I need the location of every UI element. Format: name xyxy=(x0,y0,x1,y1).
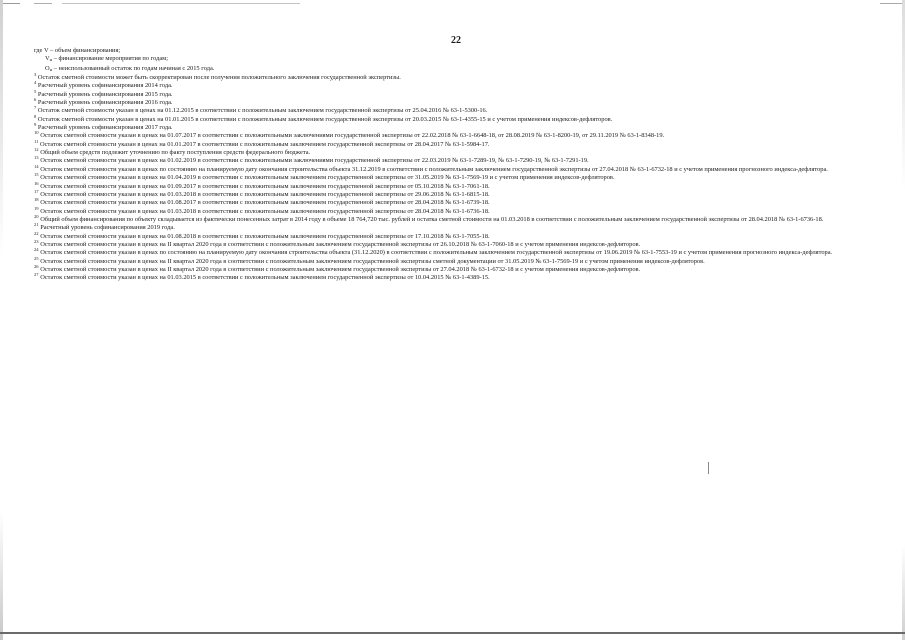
footnote-text: Остаток сметной стоимости указан в ценах на 01.01.2017 в соответствии с положительным заключением государственной экспертизы от 28.04.2017 № 63-1-5984-17. xyxy=(40,140,490,148)
footnote-number: 19 xyxy=(34,205,39,211)
footnotes-block xyxy=(34,47,880,283)
footnote-text: Остаток сметной стоимости указан в ценах на 01.08.2018 в соответствии с положительным заключением государственной экспертизы от 17.10.2018 № 63-1-7055-18. xyxy=(40,232,490,240)
footnote-item xyxy=(34,230,880,241)
scan-edge-top xyxy=(0,3,905,4)
footnote-number: 21 xyxy=(34,222,39,228)
footnote-item xyxy=(34,157,880,165)
legend-vn-text: – финансирование мероприятия по годам; xyxy=(52,55,169,63)
legend-v-line: где V – объем финансирования; xyxy=(34,47,121,54)
footnote-text: Остаток сметной стоимости указан в ценах на II квартал 2020 года в соответствии с положительным заключением государственной экспертизы от 27.04.2018 № 63-1-6732-18 и с учетом применения индексов-дефляторов. xyxy=(40,265,641,273)
footnote-text: Общий объем финансирования по объекту складывается из фактически понесенных затрат в 2014 году в объеме 18 764,720 тыс. рублей и остатка сметной стоимости на 01.03.2018 в соответствии с положительным заключением государственной экспертизы от 28.04.2018 № 63-1-6736-18. xyxy=(40,215,824,223)
footnote-number: 16 xyxy=(34,180,39,186)
footnote-item xyxy=(34,107,880,115)
footnote-item xyxy=(34,163,880,174)
footnote-text: Остаток сметной стоимости указан в ценах на 01.03.2015 в соответствии с положительным заключением государственной экспертизы от 10.04.2015 № 63-1-4389-15. xyxy=(40,274,490,282)
footnote-list xyxy=(34,74,880,283)
footnote-item xyxy=(34,238,880,249)
footnote-number: 25 xyxy=(34,255,39,261)
footnote-text: Остаток сметной стоимости указан в ценах по состоянию на планируемую дату окончания строительства объекта (31.12.2020) в соответствии с положительным заключением государственной экспертизы от 19.06.2019 № 63-1-7553-19 и с учетом применения прогнозного индекса-дефлятора. xyxy=(40,249,833,257)
footnote-item xyxy=(34,180,880,191)
footnote-number: 13 xyxy=(34,155,39,161)
footnote-number: 20 xyxy=(34,213,39,219)
footnote-item xyxy=(34,138,880,149)
legend-on-line xyxy=(34,65,880,74)
footnote-number: 24 xyxy=(34,247,39,253)
footnote-text: Расчетный уровень софинансирования 2015 года. xyxy=(37,90,173,98)
footnote-number: 10 xyxy=(34,130,39,136)
footnote-item xyxy=(34,199,880,207)
footnote-number: 8 xyxy=(34,113,37,119)
footnote-item xyxy=(34,113,880,124)
footnote-number: 23 xyxy=(34,238,39,244)
footnote-number: 5 xyxy=(34,88,37,94)
footnote-text: Расчетный уровень софинансирования 2019 года. xyxy=(40,224,175,232)
footnote-item xyxy=(34,82,880,90)
footnote-text: Остаток сметной стоимости может быть скорректирован после получения положительного заключения государственной экспертизы. xyxy=(37,74,401,82)
footnote-number: 17 xyxy=(34,188,39,194)
footnote-item xyxy=(34,174,880,182)
footnote-text: Остаток сметной стоимости указан в ценах по состоянию на планируемую дату окончания строительства объекта 31.12.2019 в соответствии с положительным заключением государственной экспертизы от 27.04.2018 № 63-1-6732-18 и с учетом применения прогнозного индекса-дефлятора. xyxy=(40,165,828,173)
legend-vn-subscript: н xyxy=(49,57,53,63)
footnote-item xyxy=(34,274,880,282)
footnote-number: 22 xyxy=(34,230,39,236)
footnote-text: Остаток сметной стоимости указан в ценах на 01.09.2017 в соответствии с положительным заключением государственной экспертизы от 05.10.2018 № 63-1-7061-18. xyxy=(40,182,490,190)
legend-on-symbol: О xyxy=(45,64,50,72)
footnote-text: Расчетный уровень софинансирования 2016 года. xyxy=(37,99,173,107)
footnote-text: Расчетный уровень софинансирования 2014 года. xyxy=(37,82,173,90)
footnote-text: Остаток сметной стоимости указан в ценах на II квартал 2020 года в соответствии с положительным заключением государственной экспертизы сметной документации от 31.05.2019 № 63-1-7569-19 и с учетом применения индексов-дефляторов. xyxy=(40,257,705,265)
footnote-text: Общий объем средств подлежит уточнению по факту поступления средств федерального бюджета. xyxy=(40,149,311,157)
scan-edge-left xyxy=(0,0,3,640)
footnote-text: Остаток сметной стоимости указан в ценах на 01.04.2019 в соответствии с положительным заключением государственной экспертизы от 31.05.2019 № 63-1-7569-19 и с учетом применения индексов-дефляторов. xyxy=(40,174,615,182)
footnote-item xyxy=(34,224,880,232)
footnote-text: Остаток сметной стоимости указан в ценах на 01.12.2015 в соответствии с положительным заключением государственной экспертизы от 25.04.2016 № 63-1-5300-16. xyxy=(37,107,488,115)
scan-edge-bottom xyxy=(0,632,905,634)
footnote-number: 6 xyxy=(34,97,37,103)
footnote-item xyxy=(34,255,880,266)
footnote-number: 7 xyxy=(34,105,37,111)
footnote-number: 11 xyxy=(34,138,39,144)
footnote-item xyxy=(34,188,880,199)
footnote-item xyxy=(34,205,880,216)
footnote-item xyxy=(34,213,880,224)
footnote-item xyxy=(34,132,880,140)
footnote-text: Остаток сметной стоимости указан в ценах на 01.01.2015 в соответствии с положительным заключением государственной экспертизы от 20.03.2015 № 63-1-4355-15 и с учетом применения индексов-дефляторов. xyxy=(37,115,613,123)
footnote-number: 18 xyxy=(34,197,39,203)
footnote-number: 9 xyxy=(34,122,37,128)
legend-on-text: – неиспользованный остаток по годам начиная с 2015 года. xyxy=(52,64,215,72)
footnote-number: 4 xyxy=(34,80,37,86)
scan-mark xyxy=(708,462,709,474)
legend-vn-symbol: V xyxy=(45,55,50,63)
footnote-text: Остаток сметной стоимости указан в ценах на 01.08.2017 в соответствии с положительным заключением государственной экспертизы от 28.04.2018 № 63-1-6739-18. xyxy=(40,199,490,207)
legend-on-subscript: н xyxy=(49,66,53,72)
legend-vn-line xyxy=(34,55,880,64)
footnote-number: 3 xyxy=(34,72,37,78)
footnote-text: Остаток сметной стоимости указан в ценах на 01.03.2018 в соответствии с положительным заключением государственной экспертизы от 28.04.2018 № 63-1-6736-18. xyxy=(40,207,490,215)
footnote-text: Расчетный уровень софинансирования 2017 года. xyxy=(37,124,173,132)
footnote-number: 12 xyxy=(34,147,39,153)
footnote-item xyxy=(34,249,880,257)
footnote-item xyxy=(34,88,880,99)
footnote-number: 14 xyxy=(34,163,39,169)
footnote-text: Остаток сметной стоимости указан в ценах на 01.02.2019 в соответствии с положительными заключениями государственной экспертизы от 22.03.2019 № 63-1-7289-19, № 63-1-7290-19, № 63-1-7291-19. xyxy=(40,157,589,165)
footnote-number: 15 xyxy=(34,172,39,178)
footnote-number: 27 xyxy=(34,272,39,278)
footnote-text: Остаток сметной стоимости указан в ценах на 01.07.2017 в соответствии с положительными заключениями государственной экспертизы от 22.02.2018 № 63-1-6648-18, от 28.08.2019 № 63-1-8200-19, от 29.11.2019 № 63-1-8348-19. xyxy=(40,132,665,140)
page-number: 22 xyxy=(451,35,461,46)
footnote-text: Остаток сметной стоимости указан в ценах на II квартал 2020 года в соответствии с положительным заключением государственной экспертизы от 26.10.2018 № 63-1-7060-18 и с учетом применения индексов-дефляторов. xyxy=(40,240,641,248)
footnote-number: 26 xyxy=(34,263,39,269)
footnote-text: Остаток сметной стоимости указан в ценах на 01.03.2018 в соответствии с положительным заключением государственной экспертизы от 29.06.2018 № 63-1-6815-18. xyxy=(40,190,490,198)
